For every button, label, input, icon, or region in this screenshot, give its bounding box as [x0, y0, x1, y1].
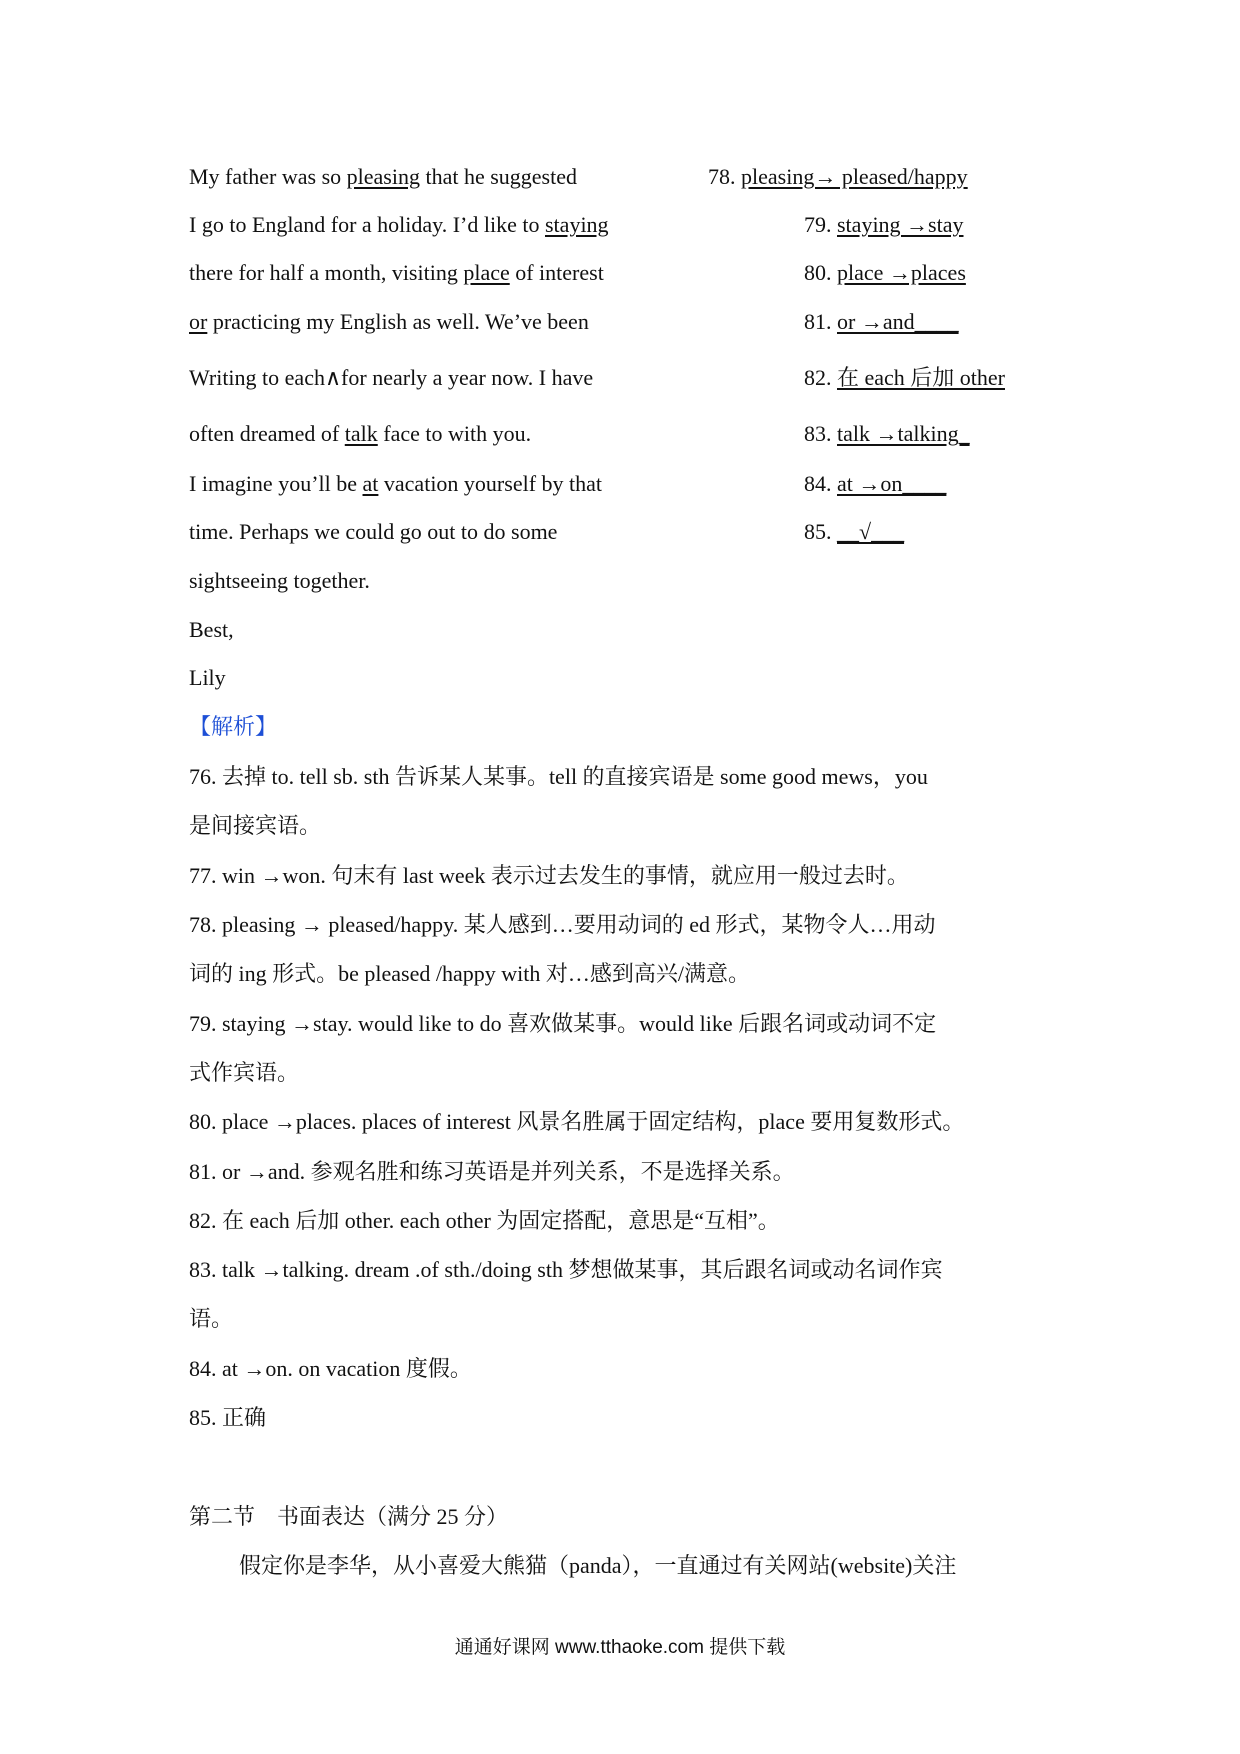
text: I go to England for a holiday. I’d like to — [189, 212, 545, 237]
error-word: pleasing — [346, 164, 420, 189]
analysis-78-line1: 78. pleasing → pleased/happy. 某人感到…要用动词的 ed 形式，某物令人…用动 — [189, 912, 936, 937]
answer-text: 在 each 后加 other — [837, 365, 1005, 390]
page-footer: 通通好课网 www.tthaoke.com 提供下载 — [454, 1637, 786, 1658]
answer-text: or →and____ — [837, 309, 959, 334]
text: vacation yourself by that — [378, 471, 603, 496]
error-word: talk — [344, 421, 378, 446]
analysis-85: 85. 正确 — [189, 1405, 267, 1430]
analysis-76-line1: 76. 去掉 to. tell sb. sth 告诉某人某事。tell 的直接宾语是 some good mews，you — [189, 764, 928, 789]
analysis-79-line2: 式作宾语。 — [189, 1060, 300, 1085]
analysis-76-line2: 是间接宾语。 — [189, 813, 322, 838]
answer-number: 85. — [804, 519, 832, 544]
answer-85 — [804, 517, 904, 547]
error-word: place — [463, 260, 510, 285]
answer-number: 84. — [804, 471, 832, 496]
answer-number: 83. — [804, 421, 832, 446]
answer-number: 78. — [708, 164, 736, 189]
letter-line-2 — [189, 210, 609, 240]
answer-text: place →places — [837, 260, 966, 285]
answer-number: 79. — [804, 212, 832, 237]
answer-81 — [804, 307, 959, 337]
letter-line-5: Writing to each∧for nearly a year now. I have — [189, 365, 594, 390]
text: practicing my English as well. We’ve been — [207, 309, 589, 334]
answer-text: staying →stay — [837, 212, 964, 237]
answer-83 — [804, 419, 970, 449]
letter-line-9: sightseeing together. — [189, 568, 370, 593]
analysis-heading: 【解析】 — [189, 714, 278, 739]
letter-line-7 — [189, 469, 602, 499]
analysis-77: 77. win →won. 句末有 last week 表示过去发生的事情，就应用一般过去时。 — [189, 863, 909, 888]
answer-84 — [804, 469, 946, 499]
answer-82 — [804, 363, 1005, 393]
analysis-79-line1: 79. staying →stay. would like to do 喜欢做某事。would like 后跟名词或动词不定 — [189, 1011, 937, 1036]
text: often dreamed of — [189, 421, 345, 446]
analysis-82: 82. 在 each 后加 other. each other 为固定搭配，意思是“互相”。 — [189, 1208, 780, 1233]
answer-text: at →on____ — [837, 471, 947, 496]
error-word: or — [189, 309, 208, 334]
letter-line-6 — [189, 419, 531, 449]
letter-line-4 — [189, 307, 589, 337]
answer-80 — [804, 258, 966, 288]
text: there for half a month, visiting — [189, 260, 464, 285]
answer-text: talk →talking_ — [837, 421, 970, 446]
analysis-81: 81. or →and. 参观名胜和练习英语是并列关系，不是选择关系。 — [189, 1159, 795, 1184]
text: My father was so — [189, 164, 347, 189]
answer-text: __√___ — [837, 519, 905, 544]
analysis-78-line2: 词的 ing 形式。be pleased /happy with 对…感到高兴/满意。 — [189, 961, 750, 986]
analysis-83-line2: 语。 — [189, 1306, 234, 1331]
analysis-83-line1: 83. talk →talking. dream .of sth./doing sth 梦想做某事，其后跟名词或动名词作宾 — [189, 1257, 943, 1282]
error-word: staying — [545, 212, 609, 237]
letter-line-10: Best, — [189, 617, 234, 642]
answer-78 — [708, 162, 968, 192]
answer-text: pleasing→ pleased/happy — [741, 164, 968, 189]
answer-79 — [804, 210, 964, 240]
letter-line-8: time. Perhaps we could go out to do some — [189, 519, 558, 544]
section-title: 第二节 书面表达（满分 25 分） — [189, 1504, 509, 1529]
error-word: at — [362, 471, 379, 496]
text: of interest — [509, 260, 604, 285]
section-intro: 假定你是李华，从小喜爱大熊猫（panda），一直通过有关网站(website)关注 — [239, 1553, 957, 1578]
analysis-84: 84. at →on. on vacation 度假。 — [189, 1356, 472, 1381]
answer-number: 80. — [804, 260, 832, 285]
answer-number: 81. — [804, 309, 832, 334]
answer-number: 82. — [804, 365, 832, 390]
text: face to with you. — [377, 421, 532, 446]
text: I imagine you’ll be — [189, 471, 363, 496]
text: that he suggested — [419, 164, 577, 189]
analysis-80: 80. place →places. places of interest 风景名胜属于固定结构，place 要用复数形式。 — [189, 1109, 965, 1134]
letter-line-3 — [189, 258, 604, 288]
letter-line-11: Lily — [189, 665, 226, 690]
letter-line-1 — [189, 162, 577, 192]
